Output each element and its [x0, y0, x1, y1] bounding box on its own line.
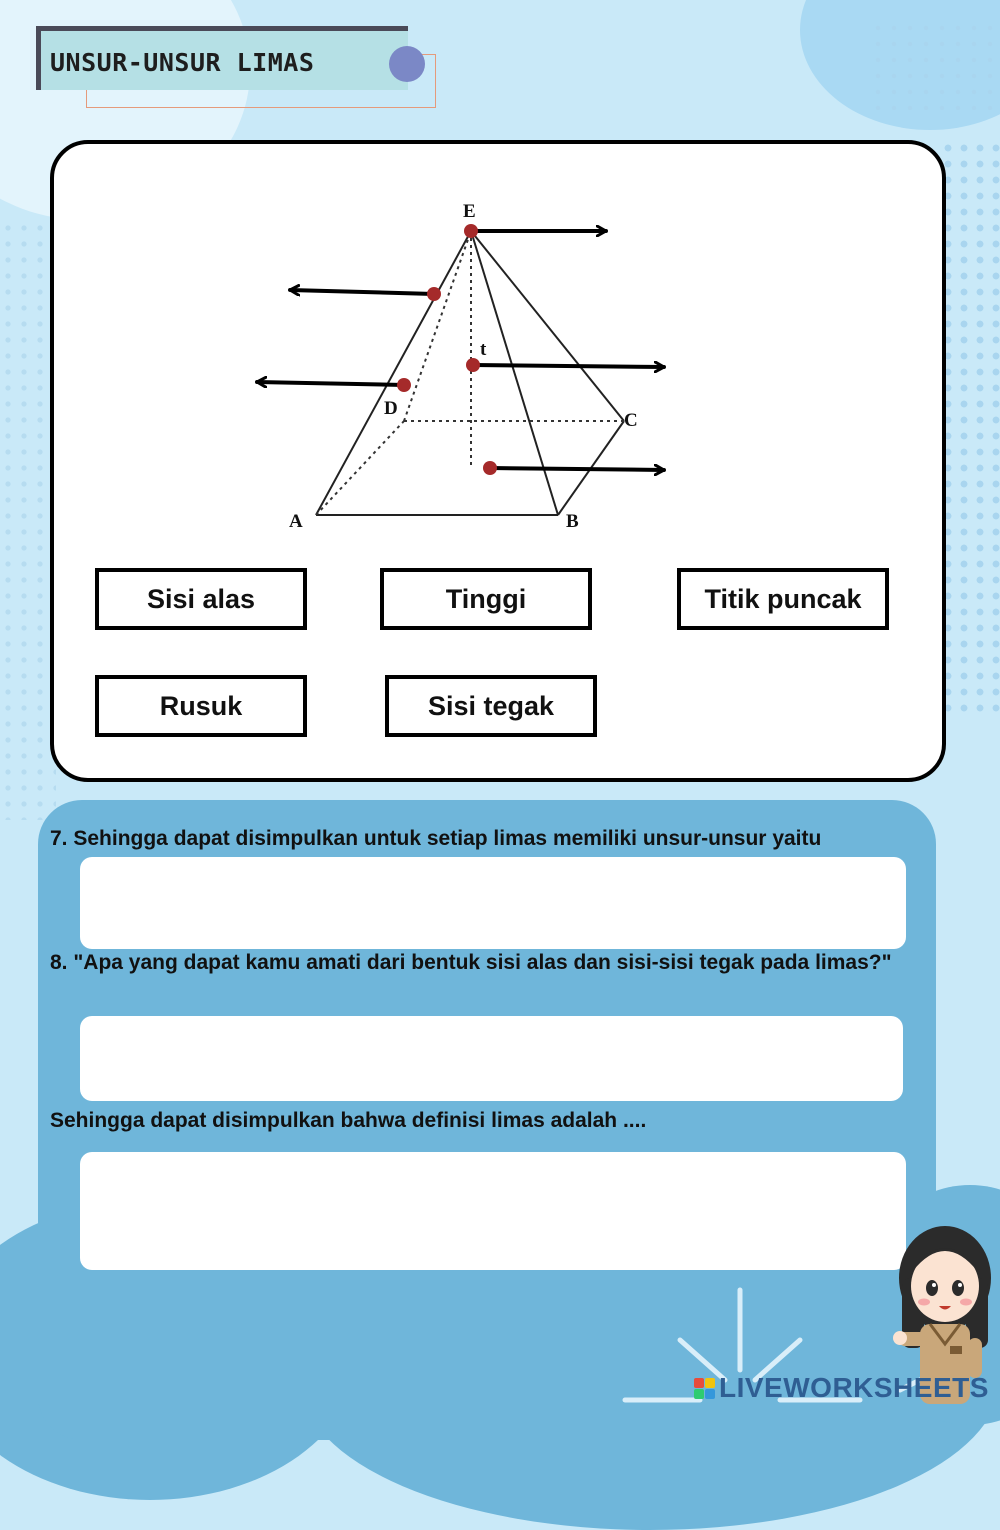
brand-watermark — [694, 1372, 989, 1404]
vertex-label-d: D — [384, 398, 398, 419]
vertex-label-b: B — [566, 511, 579, 532]
question-8: 8. "Apa yang dapat kamu amati dari bentuk sisi alas dan sisi-sisi tegak pada limas?" — [50, 951, 892, 974]
question-7: 7. Sehingga dapat disimpulkan untuk setiap limas memiliki unsur-unsur yaitu — [50, 827, 822, 850]
arrow-edge — [290, 290, 434, 294]
hidden-edges — [316, 231, 624, 515]
brand-text: LIVEWORKSHEETS — [719, 1372, 989, 1403]
label-sisi-tegak[interactable]: Sisi tegak — [385, 675, 597, 737]
pointer-arrows — [257, 231, 664, 470]
answer-input-conclusion[interactable] — [80, 1152, 906, 1270]
edge-ae — [316, 231, 471, 515]
edge-be — [471, 231, 558, 515]
dot-base — [483, 461, 497, 475]
title-dot — [389, 46, 425, 82]
dot-pattern — [940, 140, 1000, 720]
dot-pattern — [870, 20, 1000, 110]
label-sisi-alas[interactable]: Sisi alas — [95, 568, 307, 630]
edge-de-hidden — [404, 231, 471, 421]
dot-edge — [427, 287, 441, 301]
page-title: UNSUR-UNSUR LIMAS — [50, 48, 315, 77]
arrow-face — [257, 382, 404, 385]
arrow-height — [473, 365, 664, 367]
vertex-label-a: A — [289, 511, 303, 532]
arrow-base — [490, 468, 664, 470]
dot-apex — [464, 224, 478, 238]
label-rusuk[interactable]: Rusuk — [95, 675, 307, 737]
vertex-label-e: E — [463, 201, 476, 222]
vertex-label-c: C — [624, 410, 638, 431]
dot-height — [466, 358, 480, 372]
dot-face — [397, 378, 411, 392]
dot-pattern — [0, 220, 56, 820]
answer-input-8[interactable] — [80, 1016, 903, 1101]
edge-ce — [471, 231, 624, 421]
liveworksheets-logo-icon — [694, 1378, 715, 1399]
label-titik-puncak[interactable]: Titik puncak — [677, 568, 889, 630]
label-tinggi[interactable]: Tinggi — [380, 568, 592, 630]
question-conclusion: Sehingga dapat disimpulkan bahwa definisi limas adalah .... — [50, 1109, 647, 1132]
answer-input-7[interactable] — [80, 857, 906, 949]
vertex-label-t: t — [480, 339, 487, 360]
